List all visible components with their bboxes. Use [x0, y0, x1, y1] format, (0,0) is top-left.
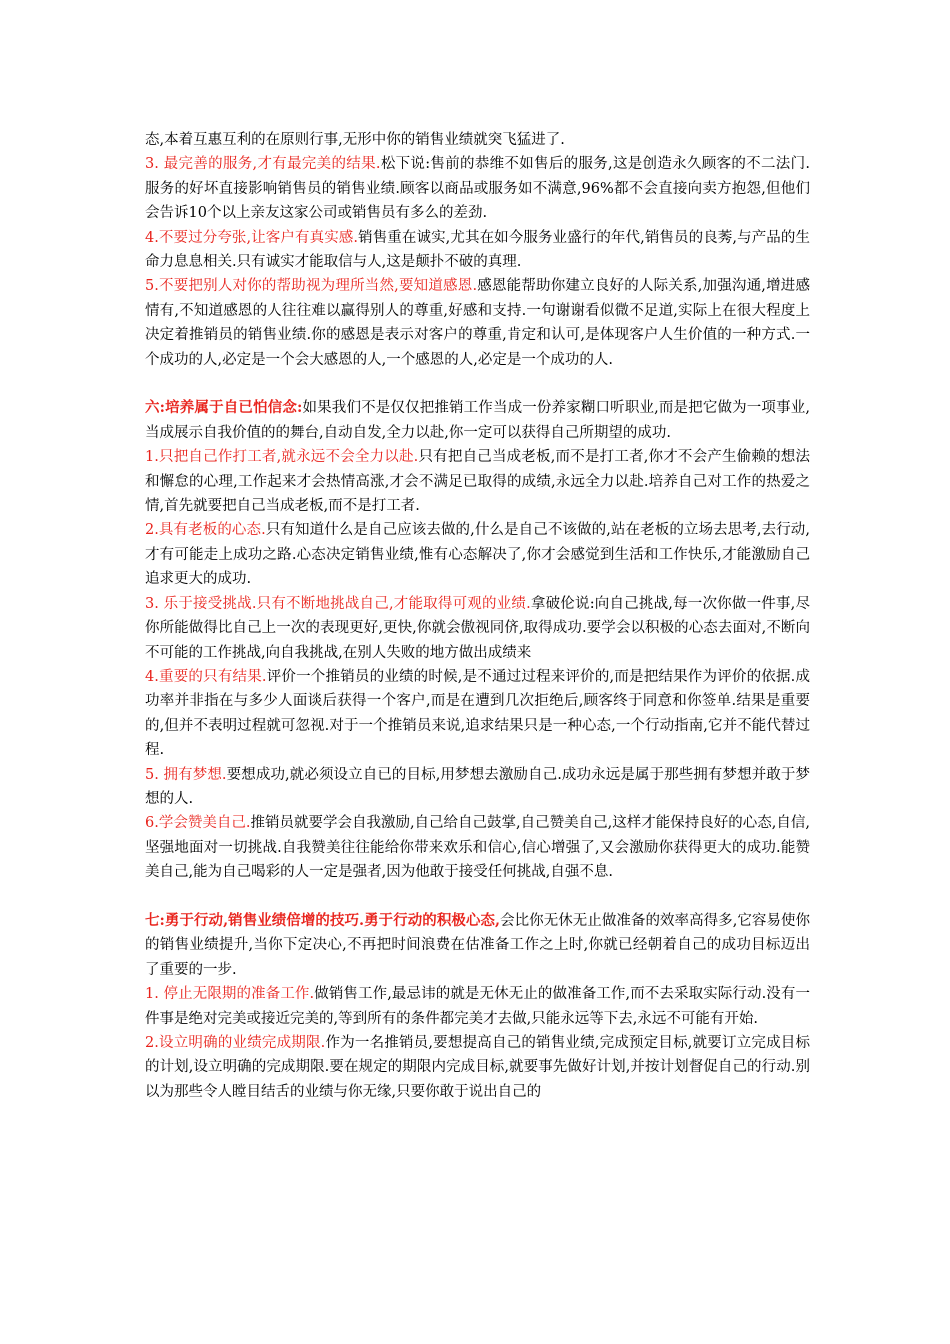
section-7-intro [145, 909, 810, 982]
highlight-prefix: 5.不要把别人对你的帮助视为理所当然,要知道感恩. [145, 278, 478, 295]
section-6-intro [145, 396, 810, 445]
paragraph [145, 274, 810, 372]
highlight-prefix: 1.只把自己作打工者,就永远不会全力以赴. [145, 449, 419, 466]
list-item-body: 要想成功,就必须设立自已的目标,用梦想去激励自己.成功永远是属于那些拥有梦想并敢于梦想的人. [145, 766, 810, 807]
highlight-prefix: 1. 停止无限期的准备工作. [145, 986, 315, 1003]
highlight-prefix: 2.具有老板的心态. [145, 522, 266, 539]
document-page [145, 128, 810, 1104]
highlight-prefix: 4.不要过分夸张,让客户有真实感. [145, 229, 358, 246]
list-item-body: 只有把自己当成老板,而不是打工者,你才不会产生偷赖的想法和懈怠的心理,工作起来才会热情高涨,才会不满足已取得的成绩,永远全力以赴.培养自己对工作的热爱之情,首先就要把自己当成老板,而不是打工者. [145, 449, 810, 515]
section-heading: 六:培养属于自已怕信念: [145, 399, 303, 417]
list-item-body: 作为一名推销员,要想提高自己的销售业绩,完成预定目标,就要订立完成目标的计划,设立明确的完成期限.要在规定的期限内完成目标,就要事先做好计划,并按计划督促自己的行动.别以为那些令人瞠目结舌的业绩与你无缘,只要你敢于说出自己的 [145, 1035, 810, 1100]
list-item-body: 评价一个推销员的业绩的时候,是不通过过程来评价的,而是把结果作为评价的依据.成功率并非指在与多少人面谈后获得一个客户,而是在遭到几次拒绝后,顾客终于同意和你签单.结果是重要的,但并不表明过程就可忽视.对于一个推销员来说,追求结果只是一种心态,一个行动指南,它并不能代替过程. [145, 668, 810, 759]
section-intro: 会比你无休无止做准备的效率高得多,它容易使你的销售业绩提升,当你下定决心,不再把时间浪费在估准备工作之上时,你就已经朝着自己的成功目标迈出了重要的一步. [145, 912, 811, 978]
highlight-prefix: 6.学会赞美自己. [145, 815, 251, 832]
list-item-body: 做销售工作,最忌讳的就是无休无止的做准备工作,而不去采取实际行动.没有一件事是绝对完美或接近完美的,等到所有的条件都完美才去做,只能永远等下去,永远不可能有开始. [145, 986, 810, 1027]
list-item-body: 推销员就要学会自我激励,自己给自己鼓掌,自己赞美自己,这样才能保持良好的心态,自信,坚强地面对一切挑战.自我赞美往往能给你带来欢乐和信心,信心增强了,又会激励你获得更大的成功.能赞美自己,能为自己喝彩的人一定是强者,因为他敢于接受任何挑战,自强不息. [145, 815, 810, 881]
list-item [145, 763, 810, 812]
paragraph [145, 128, 810, 152]
highlight-prefix: 5. 拥有梦想. [145, 766, 227, 783]
section-heading: 七:勇于行动,销售业绩倍增的技巧.勇于行动的积极心态, [145, 911, 501, 929]
list-item [145, 592, 810, 665]
list-item [145, 1031, 810, 1104]
list-item [145, 445, 810, 518]
list-item [145, 811, 810, 884]
highlight-prefix: 4.重要的只有结果. [145, 668, 267, 685]
highlight-prefix: 3. 最完善的服务,才有最完美的结果. [145, 156, 381, 173]
list-item [145, 665, 810, 763]
highlight-prefix: 2.设立明确的业绩完成期限. [145, 1035, 326, 1051]
list-item-body: 拿破伦说:向自己挑战,每一次你做一件事,尽你所能做得比自己上一次的表现更好,更快,你就会傲视同侪,取得成功.要学会以积极的心态去面对,不断向不可能的工作挑战,向自我挑战,在别人失败的地方做出成绩来 [145, 595, 810, 661]
paragraph-body: 态,本着互惠互利的在原则行事,无形中你的销售业绩就突飞猛进了. [145, 132, 565, 148]
section-intro: 如果我们不是仅仅把推销工作当成一份养家糊口听职业,而是把它做为一项事业,当成展示自我价值的的舞台,自动自发,全力以赴,你一定可以获得自己所期望的成功. [145, 400, 810, 441]
list-item-body: 只有知道什么是自己应该去做的,什么是自己不该做的,站在老板的立场去思考,去行动,才有可能走上成功之路.心态决定销售业绩,惟有心态解决了,你才会感觉到生活和工作快乐,才能激励自己追求更大的成功. [145, 522, 810, 588]
list-item [145, 982, 810, 1031]
paragraph [145, 226, 810, 275]
paragraph-body: 感恩能帮助你建立良好的人际关系,加强沟通,增进感情有,不知道感恩的人往往难以赢得别人的尊重,好感和支持.一句谢谢看似微不足道,实际上在很大程度上决定着推销员的销售业绩.你的感恩是表示对客户的尊重,肯定和认可,是体现客户人生价值的一种方式.一个成功的人,必定是一个会大感恩的人,一个感恩的人,必定是一个成功的人. [145, 278, 810, 368]
list-item [145, 518, 810, 591]
paragraph [145, 152, 810, 225]
highlight-prefix: 3. 乐于接受挑战.只有不断地挑战自己,才能取得可观的业绩. [145, 595, 531, 612]
paragraph-body: 销售重在诚实,尤其在如今服务业盛行的年代,销售员的良莠,与产品的生命力息息相关.只有诚实才能取信与人,这是颠扑不破的真理. [145, 229, 810, 271]
paragraph-body: 松下说:售前的恭维不如售后的服务,这是创造永久顾客的不二法门.服务的好坏直接影响销售员的销售业绩.顾客以商品或服务如不满意,96%都不会直接向卖方抱怨,但他们会告诉10个以上亲友这家公司或销售员有多么的差劲. [145, 156, 810, 222]
